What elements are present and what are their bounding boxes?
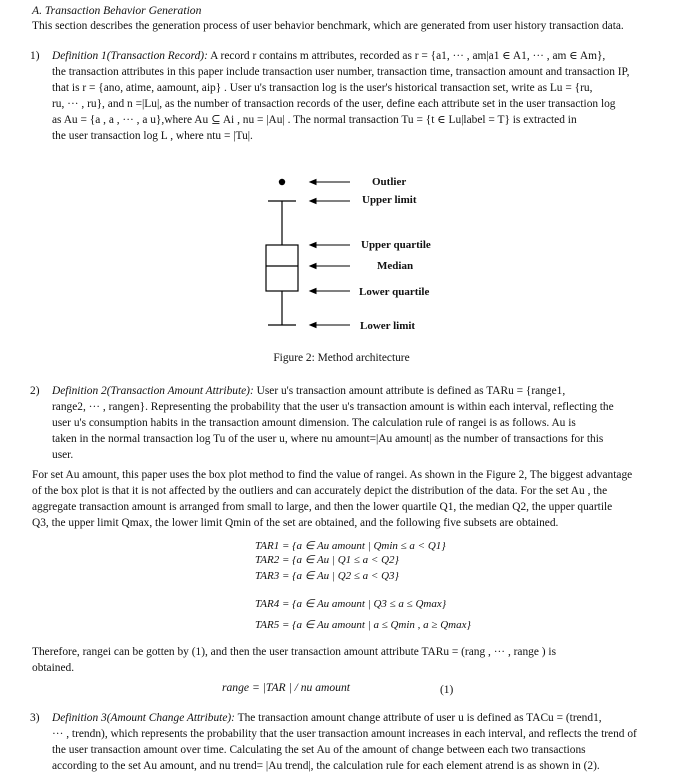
subset-formula-4: TAR4 = {a ∈ Au amount | Q3 ≤ a ≤ Qmax} xyxy=(255,598,447,610)
section-intro: This section describes the generation process of user behavior benchmark, which are generated from user history transaction data. xyxy=(32,20,624,32)
label-upper-limit: Upper limit xyxy=(362,194,417,206)
label-median: Median xyxy=(377,260,414,272)
definition-1-number: 1) xyxy=(30,50,40,62)
box-plot-figure xyxy=(250,170,360,335)
therefore-line-2: obtained. xyxy=(32,662,75,674)
paragraph-line-4: Q3, the upper limit Qmax, the lower limit Qmin of the set are obtained, and the following five subsets are obtained. xyxy=(32,517,559,529)
outlier-point xyxy=(279,179,285,185)
definition-2-line-4: taken in the normal transaction log Tu of the user u, where nu amount=|Au amount| as the number of transactions for this xyxy=(52,433,604,445)
definition-1-line-3: that is r = {ano, atime, aamount, aip} . User u's transaction log is the user's historical transaction set, write as Lu = {ru, xyxy=(52,82,593,94)
definition-1 xyxy=(30,48,652,144)
equation-1-number: (1) xyxy=(440,684,454,696)
definition-1-line-1: A record r contains m attributes, recorded as r = {a1, ··· , am|a1 ∈ A1, ··· , am ∈ Am}, xyxy=(207,50,606,62)
subset-formula-3: TAR3 = {a ∈ Au | Q2 ≤ a < Q3} xyxy=(255,570,399,582)
equation-1: range = |TAR | / nu amount xyxy=(222,681,350,694)
arrow-upper-limit-head xyxy=(310,199,316,204)
definition-3-number: 3) xyxy=(30,712,40,724)
definition-1-line-6: the user transaction log L , where ntu = |Tu|. xyxy=(52,130,253,142)
definition-2-number: 2) xyxy=(30,385,40,397)
definition-3-line-1: The transaction amount change attribute of user u is defined as TACu = (trend1, xyxy=(234,712,602,724)
label-lower-limit: Lower limit xyxy=(360,320,416,332)
paragraph-line-2: of the box plot is that it is not affected by the outliers and can accurately depict the distribution of the data. For the set Au , the xyxy=(32,485,608,497)
section-title: A. Transaction Behavior Generation xyxy=(32,4,202,17)
definition-1-line-5: as Au = {a , a , ··· , a u},where Au ⊆ Ai , nu = |Au| . The normal transaction Tu = {t ∈ Lu|label = T} is extracted in xyxy=(52,114,577,126)
definition-3-line-4: according to the set Au amount, and nu trend= |Au trend|, the calculation rule for each element atrend is as shown in (2). xyxy=(52,760,600,772)
subset-formula-2: TAR2 = {a ∈ Au | Q1 ≤ a < Q2} xyxy=(255,554,399,566)
arrow-median-head xyxy=(310,264,316,269)
figure-caption: Figure 2: Method architecture xyxy=(273,352,410,364)
definition-2-line-5: user. xyxy=(52,449,74,461)
therefore-paragraph xyxy=(32,644,652,676)
definition-2-line-3: user u's consumption habits in the transaction amount dimension. The calculation rule of rangei is as follows. Au is xyxy=(52,417,576,429)
paragraph-line-3: aggregate transaction amount is arranged from small to large, and then the lower quartile Q1, the median Q2, the upper quartile xyxy=(32,501,613,513)
definition-1-heading: Definition 1(Transaction Record): xyxy=(52,50,208,62)
definition-2-line-1: User u's transaction amount attribute is defined as TARu = {range1, xyxy=(253,385,566,397)
label-upper-quartile: Upper quartile xyxy=(361,239,431,251)
definition-3-heading: Definition 3(Amount Change Attribute): xyxy=(52,712,235,724)
interquartile-box xyxy=(266,245,298,291)
definition-2 xyxy=(30,383,652,463)
definition-3 xyxy=(30,710,652,774)
arrow-lower-quartile-head xyxy=(310,289,316,294)
definition-2-line-2: range2, ··· , rangen}. Representing the probability that the user u's transaction amount is within each interval, reflecting the xyxy=(52,401,614,413)
label-outlier: Outlier xyxy=(372,176,407,188)
arrow-lower-limit-head xyxy=(310,323,316,328)
label-lower-quartile: Lower quartile xyxy=(359,286,430,298)
therefore-line-1: Therefore, rangei can be gotten by (1), and then the user transaction amount attribute TARu = (rang , ··· , range ) is xyxy=(32,646,557,658)
definition-3-line-2: ··· , trendn), which represents the probability that the user transaction amount increases in each interval, and reflects the trend of xyxy=(52,728,637,740)
paragraph-line-1: For set Au amount, this paper uses the box plot method to find the value of rangei. As shown in the Figure 2, The biggest advantage xyxy=(32,469,633,481)
box-plot-paragraph xyxy=(32,467,652,531)
definition-2-heading: Definition 2(Transaction Amount Attribute): xyxy=(52,385,254,397)
definition-3-line-3: the user transaction amount over time. Calculating the set Au of the amount of change between each two transactions xyxy=(52,744,586,756)
definition-1-line-4: ru, ··· , ru}, and n =|Lu|, as the number of transaction records of the user, define each attribute set in the user transaction log xyxy=(52,98,616,110)
definition-1-line-2: the transaction attributes in this paper include transaction user number, transaction time, transaction amount and transaction IP, xyxy=(52,66,630,78)
subset-formula-5: TAR5 = {a ∈ Au amount | a ≤ Qmin , a ≥ Qmax} xyxy=(255,619,471,631)
arrow-upper-quartile-head xyxy=(310,243,316,248)
subset-formula-1: TAR1 = {a ∈ Au amount | Qmin ≤ a < Q1} xyxy=(255,540,446,552)
arrow-outlier-head xyxy=(310,180,316,185)
